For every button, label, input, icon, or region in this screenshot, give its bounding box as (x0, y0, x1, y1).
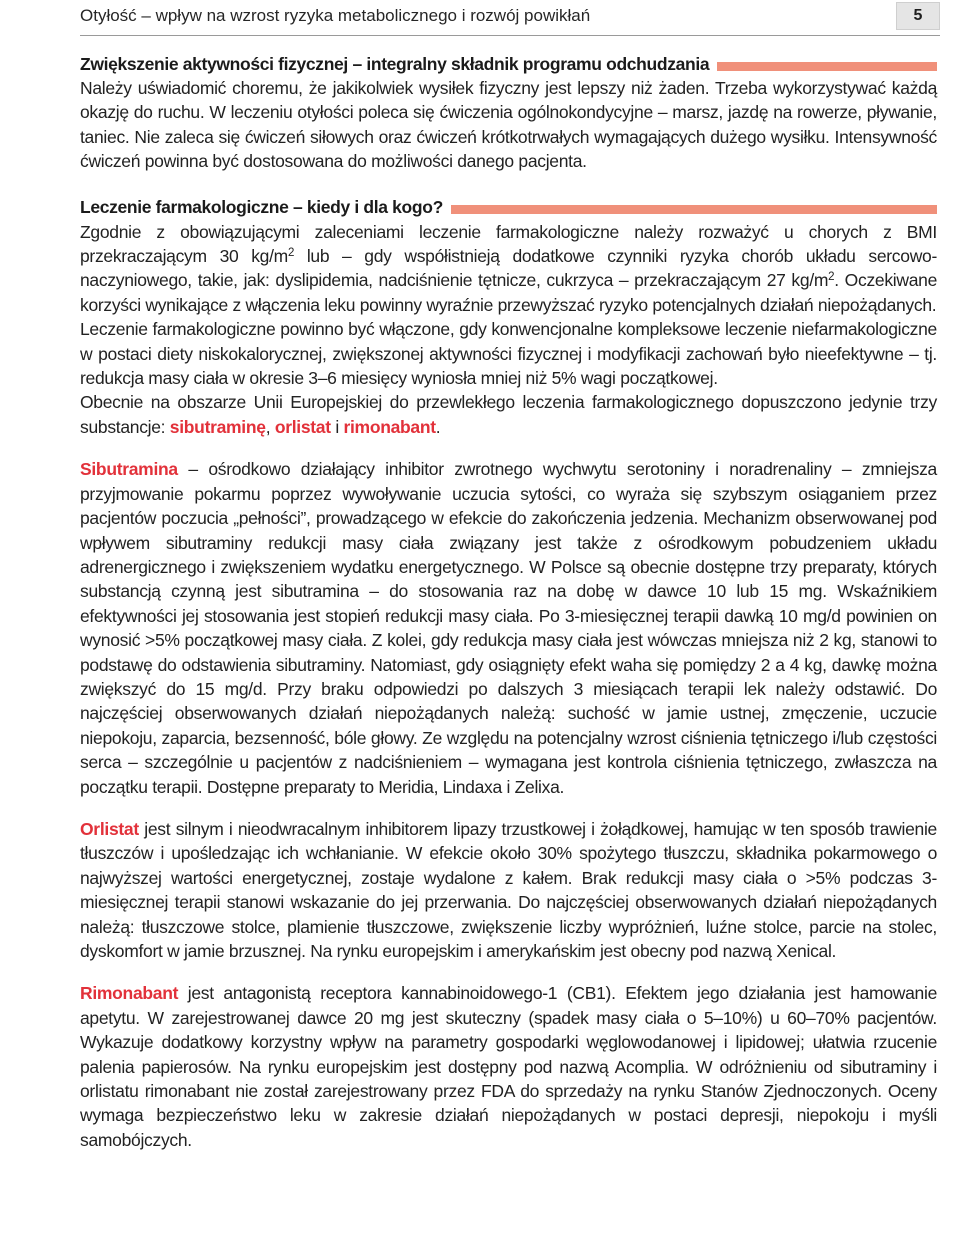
physical-activity-paragraph: Należy uświadomić choremu, że jakikolwiek wysiłek fizyczny jest lepszy niż żaden. Trzeba wykorzystywać każdą okazję do ruchu. W leczeniu otyłości poleca się ćwiczenia ogólnokondycyjne – marsz, jazdę na rowerze, pływanie, taniec. Nie zaleca się ćwiczeń siłowych oraz ćwiczeń krótkotrwałych wymagających dużego wysiłku. Intensywność ćwiczeń powinna być dostosowana do możliwości danego pacjenta. (80, 78, 937, 172)
text-run: – ośrodkowo działający inhibitor zwrotnego wychwytu serotoniny i noradrenaliny – zmniejsza przyjmowanie pokarmu poprzez wywoływanie uczucia sytości, co wyraża się szybszym osiąganiem przez pacjentów poczucia „pełności”, prowadzącego w efekcie do zakończenia jedzenia. Mechanizm obserwowanej pod wpływem sibutraminy redukcji masy ciała związany jest także z ośrodkowym pobudzeniem układu adrenergicznego i zwiększeniem wydatku energetycznego. W Polsce są obecnie dostępne trzy preparaty, których substancją czynną jest sibutramina – do stosowania raz na dobę w dawce 10 lub 15 mg. Wskaźnikiem efektywności jej stosowania jest stopień redukcji masy ciała. Po 3-miesięcznej terapii dawką 10 mg/d powinien on wynosić >5% początkowej masy ciała. Z kolei, gdy redukcja masy ciała jest wówczas mniejsza niż 2 kg, stanowi to podstawę do odstawienia sibutraminy. Natomiast, gdy osiągnięty efekt waha się pomiędzy 2 a 4 kg, dawkę można zwiększyć do 15 mg/d. Przy braku odpowiedzi po dalszych 3 miesiącach terapii lek należy odstawić. Do najczęściej obserwowanych działań niepożądanych należą: suchość w jamie ustnej, zmęczenie, uczucie niepokoju, zaparcia, bezsenność, bóle głowy. Ze względu na potencjalny wzrost ciśnienia tętniczego i/lub częstości serca – szczególnie u pacjentów z nadciśnieniem – wymagana jest kontrola ciśnienia tętniczego, zwłaszcza na początku terapii. Dostępne preparaty to Meridia, Lindaxa i Zelixa. (80, 459, 937, 797)
sibutramine-paragraph (80, 457, 937, 799)
running-header (80, 0, 940, 36)
keyword-rimonabant: rimonabant (343, 416, 436, 437)
orlistat-paragraph (80, 817, 937, 963)
text-run: . (435, 416, 441, 437)
pharmacotherapy-criteria-paragraph (80, 220, 937, 318)
section-heading-bar (717, 62, 937, 71)
section-heading-text: Leczenie farmakologiczne – kiedy i dla kogo? (80, 197, 443, 218)
drug-name-rimonabant: Rimonabant (80, 983, 179, 1004)
section-heading-pharmacotherapy (80, 196, 937, 220)
section-heading-physical-activity (80, 52, 937, 76)
superscript: 2 (287, 247, 295, 260)
text-run: Obecnie na obszarze Unii Europejskiej do przewlekłego leczenia farmakologicznego dopuszczono jedynie trzy substancje: (80, 392, 937, 437)
superscript: 2 (828, 271, 835, 284)
drug-name-sibutramine: Sibutramina (80, 459, 178, 480)
running-header-title: Otyłość – wpływ na wzrost ryzyka metabolicznego i rozwój powikłań (80, 6, 591, 25)
page-number: 5 (896, 2, 940, 30)
text-run: jest antagonistą receptora kannabinoidowego-1 (CB1). Efektem jego działania jest hamowanie apetytu. W zarejestrowanej dawce 20 mg jest skuteczny (spadek masy ciała o 5–10%) u 60–70% pacjentów. Wykazuje dodatkowy korzystny wpływ na parametry gospodarki węglowodanowej i lipidowej; ułatwia rzucenie palenia papierosów. Na rynku europejskim jest dostępny pod nazwą Acomplia. W odróżnieniu od sibutraminy i orlistatu rimonabant nie został zarejestrowany przez FDA do sprzedaży na rynku Stanów Zjednoczonych. Oceny wymaga bezpieczeństwo leku w zakresie działań niepożądanych w postaci depresji, niepokoju i myśli samobójczych. (80, 983, 937, 1150)
keyword-sibutramine: sibutraminę (169, 416, 266, 437)
approved-substances-paragraph (80, 390, 937, 439)
section-heading-text: Zwiększenie aktywności fizycznej – integralny składnik programu odchudzania (80, 53, 710, 74)
keyword-orlistat: orlistat (274, 416, 331, 437)
rimonabant-paragraph (80, 981, 937, 1152)
drug-name-orlistat: Orlistat (80, 818, 139, 839)
text-run: . Oczekiwane korzyści wynikające z włączenia leku powinny wyraźnie przewyższać ryzyko potencjalnych działań niepożądanych. (80, 270, 937, 315)
section-heading-bar (451, 205, 937, 214)
text-run: lub – gdy współistnieją dodatkowe czynniki ryzyka chorób układu sercowo-naczyniowego, takie, jak: dyslipidemia, nadciśnienie tętnicze, cukrzyca – przekraczającym 27 kg/m (80, 246, 937, 291)
page-content (80, 50, 937, 1152)
text-run: , (265, 416, 275, 437)
text-run: jest silnym i nieodwracalnym inhibitorem lipazy trzustkowej i żołądkowej, hamując w ten sposób trawienie tłuszczów i upośledzając ich wchłanianie. W efekcie około 30% spożytego tłuszczu, składnika pokarmowego o najwyższej wartości energetycznej, zostaje wydalone z kałem. Brak redukcji masy ciała o >5% podczas 3-miesięcznej terapii stanowi wskazanie do jej przerwania. Do najczęściej obserwowanych działań niepożądanych należą: tłuszczowe stolce, plamienie tłuszczowe, zwiększenie liczby wypróżnień, luźne stolce, parcie na stolec, dyskomfort w jamie brzusznej. Na rynku europejskim i amerykańskim jest obecny pod nazwą Xenical. (80, 818, 937, 961)
text-run: i (330, 416, 344, 437)
text-run: Zgodnie z obowiązującymi zaleceniami leczenie farmakologiczne należy rozważyć u chorych z BMI przekraczającym 30 kg/m (80, 221, 937, 267)
pharmacotherapy-indication-paragraph: Leczenie farmakologiczne powinno być włączone, gdy konwencjonalne kompleksowe leczenie niefarmakologiczne w postaci diety niskokalorycznej, zwiększonej aktywności fizycznej i modyfikacji zachowań było nieefektywne – tj. redukcja masy ciała w okresie 3–6 miesięcy wyniosła mniej niż 5% wagi początkowej. (80, 319, 937, 389)
